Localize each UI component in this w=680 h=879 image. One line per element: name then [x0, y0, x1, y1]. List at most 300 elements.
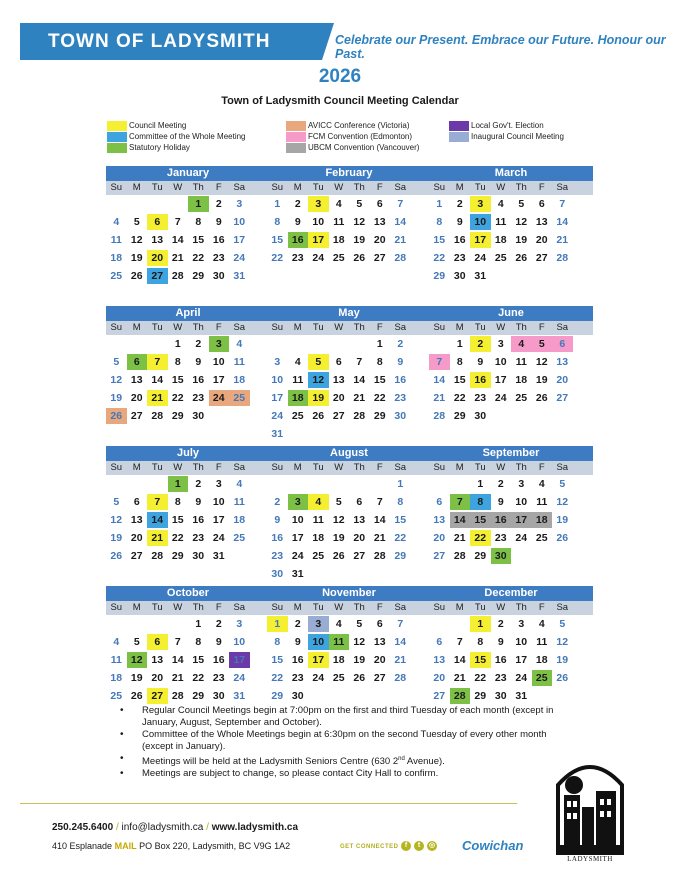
- calendar-day: 17: [291, 532, 304, 544]
- email-link[interactable]: info@ladysmith.ca: [121, 822, 204, 833]
- calendar-day: 15: [453, 374, 466, 386]
- legend-swatch: [107, 143, 127, 153]
- weekday-label: Su: [271, 182, 284, 193]
- cowichan-logo: Cowichan: [462, 838, 524, 853]
- calendar-day: 1: [376, 338, 383, 350]
- notes-list: [114, 705, 554, 780]
- calendar-day: 23: [453, 252, 466, 264]
- empty-day: [370, 426, 391, 442]
- weekday-header: [106, 321, 270, 335]
- calendar-day: 3: [518, 618, 525, 630]
- calendar-day: 25: [515, 392, 528, 404]
- month-december: [429, 586, 593, 705]
- empty-day: [552, 268, 573, 284]
- weekday-label: Su: [110, 182, 123, 193]
- calendar-day: 16: [192, 374, 205, 386]
- address-line: [52, 841, 290, 851]
- weekday-header: [429, 461, 593, 475]
- month-january: [106, 166, 270, 285]
- empty-day: [329, 426, 350, 442]
- calendar-day: 7: [456, 636, 463, 648]
- calendar-day: 2: [195, 338, 202, 350]
- calendar-day: 9: [397, 356, 404, 368]
- calendar-day: 29: [271, 690, 284, 702]
- calendar-day: 25: [332, 672, 345, 684]
- calendar-day: 30: [212, 270, 225, 282]
- calendar-day: 15: [192, 654, 205, 666]
- weekday-label: M: [293, 462, 302, 473]
- weekday-label: Tu: [312, 322, 324, 333]
- calendar-day: 27: [130, 410, 143, 422]
- weekday-label: F: [215, 462, 222, 473]
- calendar-day: 11: [515, 356, 527, 368]
- month-title: June: [429, 306, 593, 321]
- calendar-day: 22: [271, 252, 284, 264]
- calendar-day-council: 16: [470, 372, 491, 388]
- week-row: [429, 669, 593, 687]
- legend-swatch: [286, 132, 306, 142]
- calendar-day: 28: [171, 690, 184, 702]
- calendar-day: 26: [353, 672, 366, 684]
- calendar-day-fcm: 4: [511, 336, 532, 352]
- empty-day: [267, 476, 288, 492]
- empty-day: [370, 476, 391, 492]
- calendar-day: 13: [433, 654, 446, 666]
- calendar-day: 9: [477, 356, 484, 368]
- calendar-day: 26: [556, 532, 569, 544]
- empty-day: [147, 476, 168, 492]
- calendar-day: 18: [233, 374, 246, 386]
- calendar-day: 8: [174, 356, 181, 368]
- calendar-day-holiday: 3: [288, 494, 309, 510]
- note-item: • Committee of the Whole Meetings begin at 6:30pm on the second Tuesday of every other month (except in January).: [114, 729, 554, 753]
- month-title: October: [106, 586, 270, 601]
- week-row: [429, 407, 593, 425]
- calendar-day: 25: [110, 690, 123, 702]
- calendar-day: 10: [291, 514, 304, 526]
- legend-label: Council Meeting: [129, 121, 187, 130]
- empty-day: [267, 336, 288, 352]
- legend-label: Committee of the Whole Meeting: [129, 132, 246, 141]
- weekday-label: W: [496, 462, 506, 473]
- calendar-day: 5: [133, 216, 140, 228]
- calendar-day: 28: [433, 410, 446, 422]
- calendar-day-avicc: 26: [106, 408, 127, 424]
- calendar-day: 19: [110, 532, 123, 544]
- week-row: [429, 231, 593, 249]
- weekday-label: M: [293, 182, 302, 193]
- empty-day: [106, 196, 127, 212]
- weekday-label: Sa: [233, 602, 246, 613]
- empty-day: [349, 336, 370, 352]
- calendar-day: 26: [130, 270, 143, 282]
- weekday-label: Sa: [394, 182, 407, 193]
- week-row: [267, 371, 431, 389]
- calendar-day: 14: [373, 514, 386, 526]
- calendar-day: 25: [233, 532, 246, 544]
- calendar-day: 6: [356, 496, 363, 508]
- calendar-day: 6: [538, 198, 545, 210]
- calendar-day: 10: [233, 636, 246, 648]
- calendar-day: 12: [353, 636, 366, 648]
- week-row: [267, 195, 431, 213]
- weekday-label: Su: [110, 602, 123, 613]
- week-row: [429, 249, 593, 267]
- calendar-day: 23: [212, 252, 225, 264]
- calendar-day: 30: [394, 410, 407, 422]
- calendar-day: 13: [373, 216, 386, 228]
- calendar-day: 23: [212, 672, 225, 684]
- calendar-day: 16: [212, 234, 225, 246]
- empty-day: [229, 408, 250, 424]
- calendar-day: 22: [474, 672, 487, 684]
- empty-day: [390, 688, 411, 704]
- contact-line: [52, 822, 298, 833]
- calendar-day: 30: [271, 568, 284, 580]
- calendar-day: 17: [233, 234, 246, 246]
- weekday-label: Su: [433, 322, 446, 333]
- legend-swatch: [107, 121, 127, 131]
- calendar-day: 23: [192, 392, 205, 404]
- weekday-header: [429, 321, 593, 335]
- empty-day: [532, 408, 553, 424]
- calendar-day: 4: [236, 338, 243, 350]
- legend-label: Inaugural Council Meeting: [471, 132, 564, 141]
- calendar-day: 22: [433, 252, 446, 264]
- weekday-label: Th: [353, 602, 365, 613]
- calendar-day: 11: [536, 496, 548, 508]
- calendar-day: 29: [394, 550, 407, 562]
- calendar-day-council: 4: [308, 494, 329, 510]
- weekday-label: W: [496, 602, 506, 613]
- weekday-label: Su: [271, 462, 284, 473]
- calendar-day: 26: [556, 672, 569, 684]
- week-row: [267, 493, 431, 511]
- empty-day: [370, 688, 391, 704]
- calendar-day: 11: [110, 234, 122, 246]
- empty-day: [106, 616, 127, 632]
- calendar-day: 18: [332, 234, 345, 246]
- calendar-day: 4: [294, 356, 301, 368]
- calendar-day: 6: [376, 198, 383, 210]
- empty-day: [349, 476, 370, 492]
- week-row: [267, 669, 431, 687]
- calendar-day: 15: [271, 654, 284, 666]
- weekday-label: Tu: [151, 322, 163, 333]
- calendar-day-holiday: 11: [329, 634, 350, 650]
- calendar-day: 2: [456, 198, 463, 210]
- week-row: [106, 407, 270, 425]
- calendar-day: 26: [353, 252, 366, 264]
- calendar-day: 20: [353, 532, 366, 544]
- calendar-day-holiday: 28: [450, 688, 471, 704]
- weekday-label: Th: [192, 322, 204, 333]
- calendar-day: 19: [110, 392, 123, 404]
- calendar-day-council: 19: [308, 390, 329, 406]
- month-title: March: [429, 166, 593, 181]
- weekday-label: M: [132, 602, 141, 613]
- calendar-day: 12: [556, 636, 569, 648]
- week-row: [106, 389, 270, 407]
- month-september: [429, 446, 593, 565]
- empty-day: [288, 426, 309, 442]
- empty-day: [429, 476, 450, 492]
- calendar-day: 24: [515, 672, 528, 684]
- calendar-day: 3: [236, 618, 243, 630]
- empty-day: [370, 566, 391, 582]
- weekday-label: Tu: [151, 182, 163, 193]
- calendar-day: 16: [212, 654, 225, 666]
- calendar-day: 24: [271, 410, 284, 422]
- calendar-day: 9: [215, 636, 222, 648]
- calendar-day-holiday: 1: [188, 196, 209, 212]
- calendar-day: 19: [353, 234, 366, 246]
- weekday-label: W: [334, 322, 344, 333]
- empty-day: [552, 548, 573, 564]
- calendar-day: 11: [536, 636, 548, 648]
- calendar-day: 9: [497, 636, 504, 648]
- weekday-header: [106, 461, 270, 475]
- calendar-day-council: 3: [470, 196, 491, 212]
- calendar-day: 8: [195, 636, 202, 648]
- website-link[interactable]: www.ladysmith.ca: [211, 822, 299, 833]
- weekday-label: Tu: [312, 182, 324, 193]
- calendar-day-cow: 10: [308, 634, 329, 650]
- week-row: [267, 425, 431, 443]
- weekday-label: M: [293, 322, 302, 333]
- calendar-day: 14: [353, 374, 366, 386]
- month-title: September: [429, 446, 593, 461]
- calendar-day: 2: [215, 198, 222, 210]
- calendar-day: 16: [271, 532, 284, 544]
- calendar-day: 19: [353, 654, 366, 666]
- weekday-label: Sa: [233, 322, 246, 333]
- weekday-label: F: [376, 182, 383, 193]
- empty-day: [288, 336, 309, 352]
- empty-day: [349, 688, 370, 704]
- weekday-label: W: [334, 602, 344, 613]
- instagram-icon[interactable]: ◎: [428, 842, 436, 849]
- calendar-day: 27: [130, 550, 143, 562]
- weekday-label: M: [455, 602, 464, 613]
- calendar-day: 22: [453, 392, 466, 404]
- week-row: [267, 651, 431, 669]
- empty-day: [532, 548, 553, 564]
- calendar-day: 23: [192, 532, 205, 544]
- calendar-day-ubcm: 15: [470, 512, 491, 528]
- week-row: [429, 389, 593, 407]
- calendar-day-holiday: 7: [450, 494, 471, 510]
- week-row: [267, 615, 431, 633]
- week-row: [106, 651, 270, 669]
- calendar-day: 26: [312, 410, 325, 422]
- calendar-day-council: 20: [147, 250, 168, 266]
- empty-day: [308, 688, 329, 704]
- week-row: [429, 529, 593, 547]
- calendar-day: 12: [332, 514, 345, 526]
- calendar-day: 9: [195, 356, 202, 368]
- calendar-day: 9: [456, 216, 463, 228]
- calendar-day: 13: [151, 654, 164, 666]
- calendar-day-ubcm: 14: [450, 512, 471, 528]
- calendar-day: 21: [433, 392, 446, 404]
- weekday-label: W: [334, 182, 344, 193]
- empty-day: [147, 336, 168, 352]
- calendar-day: 5: [518, 198, 525, 210]
- calendar-day: 27: [556, 392, 569, 404]
- calendar-day: 8: [274, 216, 281, 228]
- calendar-day: 1: [274, 198, 281, 210]
- week-row: [106, 267, 270, 285]
- weekday-label: Sa: [394, 602, 407, 613]
- week-row: [267, 565, 431, 583]
- calendar-day: 15: [271, 234, 284, 246]
- calendar-day-council: 17: [308, 232, 329, 248]
- weekday-label: Tu: [474, 182, 486, 193]
- calendar-day: 4: [538, 478, 545, 490]
- calendar-day: 16: [291, 654, 304, 666]
- weekday-label: Tu: [151, 602, 163, 613]
- empty-day: [127, 336, 148, 352]
- calendar-day: 19: [130, 252, 143, 264]
- empty-day: [127, 616, 148, 632]
- empty-day: [308, 566, 329, 582]
- weekday-label: Su: [433, 182, 446, 193]
- calendar-day: 14: [453, 654, 466, 666]
- calendar-day: 24: [494, 392, 507, 404]
- weekday-label: Sa: [233, 182, 246, 193]
- calendar-day: 19: [515, 234, 528, 246]
- week-row: [429, 371, 593, 389]
- calendar-day: 5: [335, 496, 342, 508]
- calendar-day: 4: [113, 636, 120, 648]
- calendar-day: 26: [332, 550, 345, 562]
- weekday-label: W: [496, 322, 506, 333]
- calendar-day: 18: [494, 234, 507, 246]
- calendar-day: 20: [151, 672, 164, 684]
- calendar-day-avicc: 24: [209, 390, 230, 406]
- calendar-day: 15: [394, 514, 407, 526]
- weekday-label: Sa: [233, 462, 246, 473]
- weekday-label: M: [132, 322, 141, 333]
- calendar-day: 16: [453, 234, 466, 246]
- empty-day: [511, 408, 532, 424]
- empty-day: [147, 616, 168, 632]
- calendar-day: 9: [497, 496, 504, 508]
- calendar-day-council: 5: [308, 354, 329, 370]
- weekday-label: Tu: [312, 602, 324, 613]
- calendar-day: 29: [453, 410, 466, 422]
- calendar-day: 20: [556, 374, 569, 386]
- legend-label: Statutory Holiday: [129, 143, 190, 152]
- month-may: [267, 306, 431, 443]
- separator: /: [115, 822, 122, 833]
- calendar-day: 6: [335, 356, 342, 368]
- empty-day: [127, 476, 148, 492]
- month-title: January: [106, 166, 270, 181]
- calendar-day: 4: [497, 198, 504, 210]
- calendar-day: 20: [373, 654, 386, 666]
- calendar-day: 29: [192, 690, 205, 702]
- calendar-day: 14: [394, 216, 407, 228]
- week-row: [106, 547, 270, 565]
- weekday-label: Su: [110, 322, 123, 333]
- weekday-label: Su: [110, 462, 123, 473]
- weekday-label: W: [334, 462, 344, 473]
- calendar-day: 24: [212, 532, 225, 544]
- legend-swatch: [286, 143, 306, 153]
- calendar-day: 24: [233, 672, 246, 684]
- calendar-day: 25: [332, 252, 345, 264]
- weekday-label: W: [173, 182, 183, 193]
- empty-day: [491, 408, 512, 424]
- weekday-label: Tu: [312, 462, 324, 473]
- calendar-day: 20: [433, 532, 446, 544]
- calendar-day: 17: [494, 374, 507, 386]
- weekday-label: Su: [271, 602, 284, 613]
- twitter-icon[interactable]: t: [414, 841, 424, 851]
- week-row: [106, 493, 270, 511]
- week-row: [429, 335, 593, 353]
- calendar-day: 10: [515, 496, 528, 508]
- weekday-header: [267, 461, 431, 475]
- calendar-day: 30: [212, 690, 225, 702]
- calendar-day: 21: [556, 234, 569, 246]
- empty-day: [491, 268, 512, 284]
- calendar-day: 21: [373, 532, 386, 544]
- week-row: [106, 511, 270, 529]
- week-row: [267, 529, 431, 547]
- calendar-day: 18: [312, 532, 325, 544]
- calendar-day-council: 3: [308, 196, 329, 212]
- calendar-day: 17: [212, 514, 225, 526]
- calendar-day: 13: [373, 636, 386, 648]
- month-title: April: [106, 306, 270, 321]
- week-row: [106, 633, 270, 651]
- weekday-label: M: [455, 322, 464, 333]
- empty-day: [349, 566, 370, 582]
- calendar-day: 9: [294, 216, 301, 228]
- month-august: [267, 446, 431, 583]
- weekday-label: M: [455, 462, 464, 473]
- weekday-label: M: [293, 602, 302, 613]
- calendar-day: 28: [171, 270, 184, 282]
- calendar-day: 3: [497, 338, 504, 350]
- mail-label: MAIL: [114, 841, 137, 851]
- empty-day: [429, 336, 450, 352]
- month-title: August: [267, 446, 431, 461]
- calendar-day-holiday: 30: [491, 548, 512, 564]
- get-connected-label: GET CONNECTED: [340, 844, 399, 850]
- calendar-day: 26: [515, 252, 528, 264]
- calendar-day: 28: [151, 410, 164, 422]
- calendar-day-fcm: 5: [532, 336, 553, 352]
- month-november: [267, 586, 431, 705]
- calendar-day: 27: [373, 252, 386, 264]
- weekday-label: Th: [515, 322, 527, 333]
- calendar-day: 19: [556, 514, 569, 526]
- calendar-day: 28: [394, 672, 407, 684]
- calendar-day: 8: [397, 496, 404, 508]
- calendar-day: 31: [474, 270, 487, 282]
- calendar-day-cow: 14: [147, 512, 168, 528]
- weekday-label: Su: [271, 322, 284, 333]
- weekday-label: Th: [192, 602, 204, 613]
- calendar-day: 31: [212, 550, 225, 562]
- facebook-icon[interactable]: f: [401, 841, 411, 851]
- weekday-label: W: [173, 602, 183, 613]
- ladysmith-logo-icon: [552, 755, 628, 855]
